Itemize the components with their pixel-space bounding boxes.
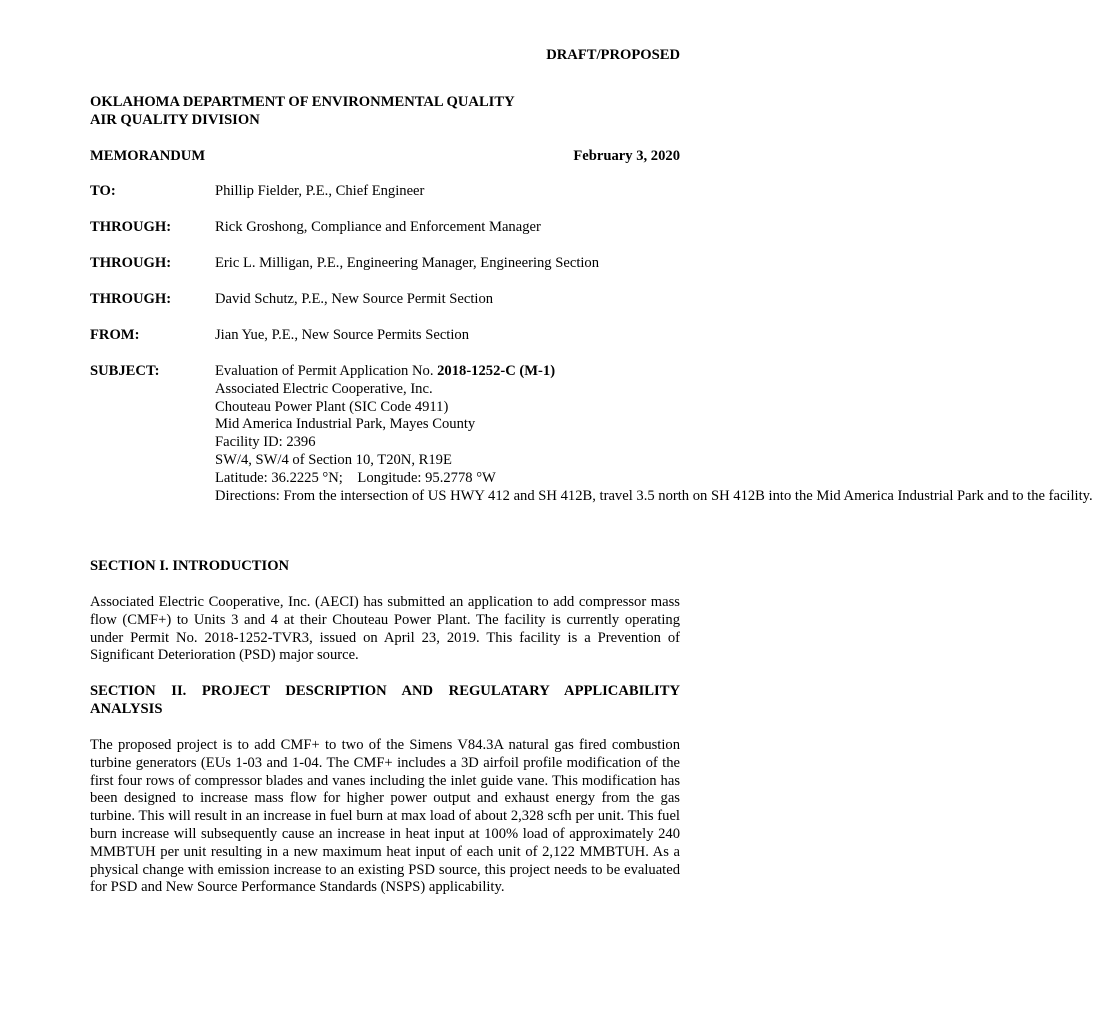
subject-line-plant: Chouteau Power Plant (SIC Code 4911)	[215, 398, 449, 415]
section-2-heading	[90, 683, 680, 719]
subject-line-location: Mid America Industrial Park, Mayes County	[215, 416, 476, 433]
routing-label: FROM:	[90, 327, 140, 343]
draft-label: DRAFT/PROPOSED	[546, 47, 680, 63]
section-1-body: Associated Electric Cooperative, Inc. (AECI) has submitted an application to add compressor mass flow (CMF+) to Units 3 and 4 at their Chouteau Power Plant. The facility is currently operating under Permit No. 2018-1252-TVR3, issued on April 23, 2019. This facility is a Prevention of Significant Deterioration (PSD) major source.	[90, 594, 680, 664]
division-name: AIR QUALITY DIVISION	[90, 111, 260, 128]
routing-value: Eric L. Milligan, P.E., Engineering Manager, Engineering Section	[215, 255, 600, 271]
routing-value: Jian Yue, P.E., New Source Permits Section	[215, 327, 470, 343]
section-2-heading-line1: SECTION II. PROJECT DESCRIPTION AND REGULATARY APPLICABILITY	[90, 683, 680, 699]
subject-line-coordinates: Latitude: 36.2225 °N; Longitude: 95.2778 °W	[215, 469, 496, 486]
subject-line-directions: Directions: From the intersection of US HWY 412 and SH 412B, travel 3.5 north on SH 412B into the Mid America Industrial Park and to the facility.	[215, 487, 1093, 504]
memo-page	[90, 0, 1093, 1024]
routing-value: Rick Groshong, Compliance and Enforcement Manager	[215, 219, 541, 235]
routing-label: THROUGH:	[90, 219, 172, 235]
memo-header-row	[90, 148, 680, 166]
section-2-body: The proposed project is to add CMF+ to two of the Simens V84.3A natural gas fired combustion turbine generators (EUs 1-03 and 1-04. The CMF+ includes a 3D airfoil profile modification of the first four rows of compressor blades and vanes including the inlet guide vane. This modification has been designed to increase mass flow for higher power output and exhaust energy from the gas turbine. This will result in an increase in fuel burn at max load of about 2,328 scfh per unit. This fuel burn increase will subsequently cause an increase in heat input at 100% load of approximately 240 MMBTUH per unit resulting in a new maximum heat input of each unit of 2,122 MMBTUH. As a physical change with emission increase to an existing PSD source, this project needs to be evaluated for PSD and New Source Performance Standards (NSPS) applicability.	[90, 737, 680, 896]
routing-value: David Schutz, P.E., New Source Permit Section	[215, 291, 494, 307]
subject-line-facility-id: Facility ID: 2396	[215, 434, 316, 451]
subject-permit-prefix: Evaluation of Permit Application No.	[215, 363, 438, 379]
agency-name: OKLAHOMA DEPARTMENT OF ENVIRONMENTAL QUALITY	[90, 94, 515, 110]
memo-label: MEMORANDUM	[90, 148, 206, 164]
subject-line-company: Associated Electric Cooperative, Inc.	[215, 380, 433, 397]
permit-number: 2018-1252-C (M-1)	[437, 363, 556, 379]
subject-line-permit	[215, 363, 680, 381]
section-2-heading-line2: ANALYSIS	[90, 700, 163, 717]
routing-value: Phillip Fielder, P.E., Chief Engineer	[215, 183, 425, 199]
subject-line-section: SW/4, SW/4 of Section 10, T20N, R19E	[215, 451, 452, 468]
routing-label: TO:	[90, 183, 116, 199]
routing-label: THROUGH:	[90, 255, 172, 271]
section-1-heading: SECTION I. INTRODUCTION	[90, 558, 290, 574]
agency-block	[90, 94, 515, 130]
subject-label: SUBJECT:	[90, 363, 160, 379]
routing-label: THROUGH:	[90, 291, 172, 307]
memo-date: February 3, 2020	[573, 148, 680, 164]
subject-value	[215, 363, 1093, 505]
